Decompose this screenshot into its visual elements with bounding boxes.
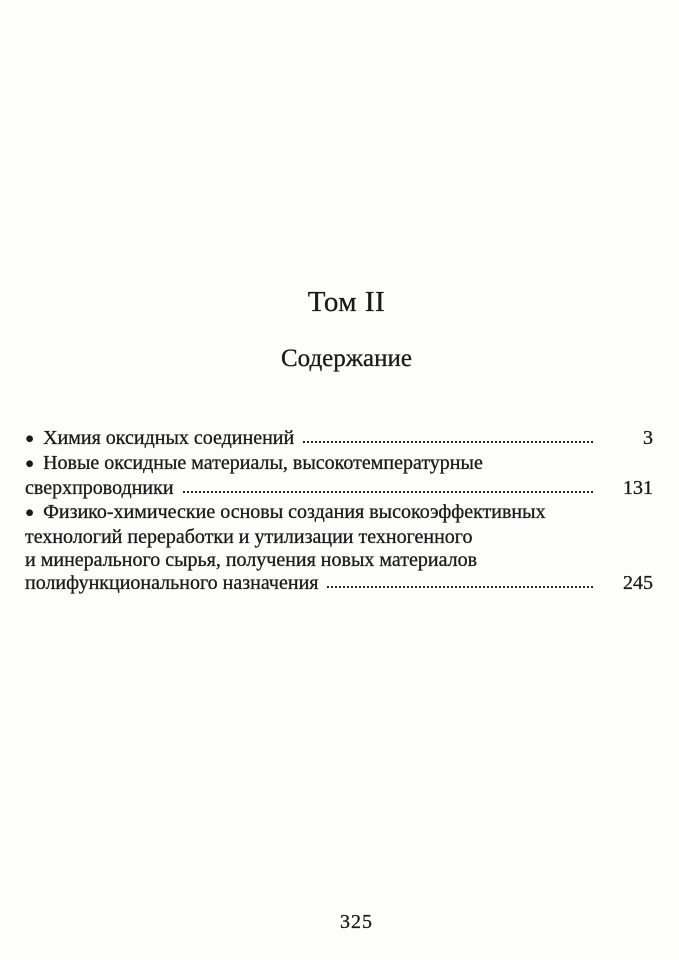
bullet-icon: ● [25, 504, 35, 521]
dot-leader [303, 441, 593, 443]
dot-leader [327, 586, 593, 588]
toc-entry-text: полифункционального назначения [25, 572, 319, 595]
toc-entry-2-line-2 [25, 477, 653, 500]
toc-entry-3-line-1 [25, 501, 653, 526]
bullet-icon: ● [25, 431, 35, 447]
toc-entry-text: Химия оксидных соединений [43, 427, 295, 449]
toc-page-number: 131 [623, 477, 653, 500]
toc-entry-2-line-1 [25, 452, 653, 477]
table-of-contents [25, 427, 653, 595]
toc-entry-text: Физико-химические основы создания высокоэффективных [43, 500, 546, 523]
toc-entry-3-line-4 [25, 572, 653, 595]
toc-page-number: 245 [623, 572, 653, 595]
toc-entry-1-line-1 [25, 427, 653, 452]
toc-page-number: 3 [643, 427, 653, 449]
toc-entry-text: Новые оксидные материалы, высокотемпературные [43, 452, 483, 475]
contents-heading: Содержание [281, 345, 412, 372]
volume-title: Том II [307, 286, 386, 318]
page-number-folio: 325 [340, 911, 373, 933]
bullet-icon: ● [25, 456, 35, 473]
dot-leader [183, 491, 593, 493]
toc-entry-3-line-3 [25, 549, 653, 572]
toc-entry-text: сверхпроводники [25, 477, 174, 500]
toc-entry-3-line-2 [25, 526, 653, 549]
toc-entry-text: и минерального сырья, получения новых материалов [25, 549, 478, 572]
toc-entry-text: технологий переработки и утилизации техногенного [25, 525, 473, 548]
